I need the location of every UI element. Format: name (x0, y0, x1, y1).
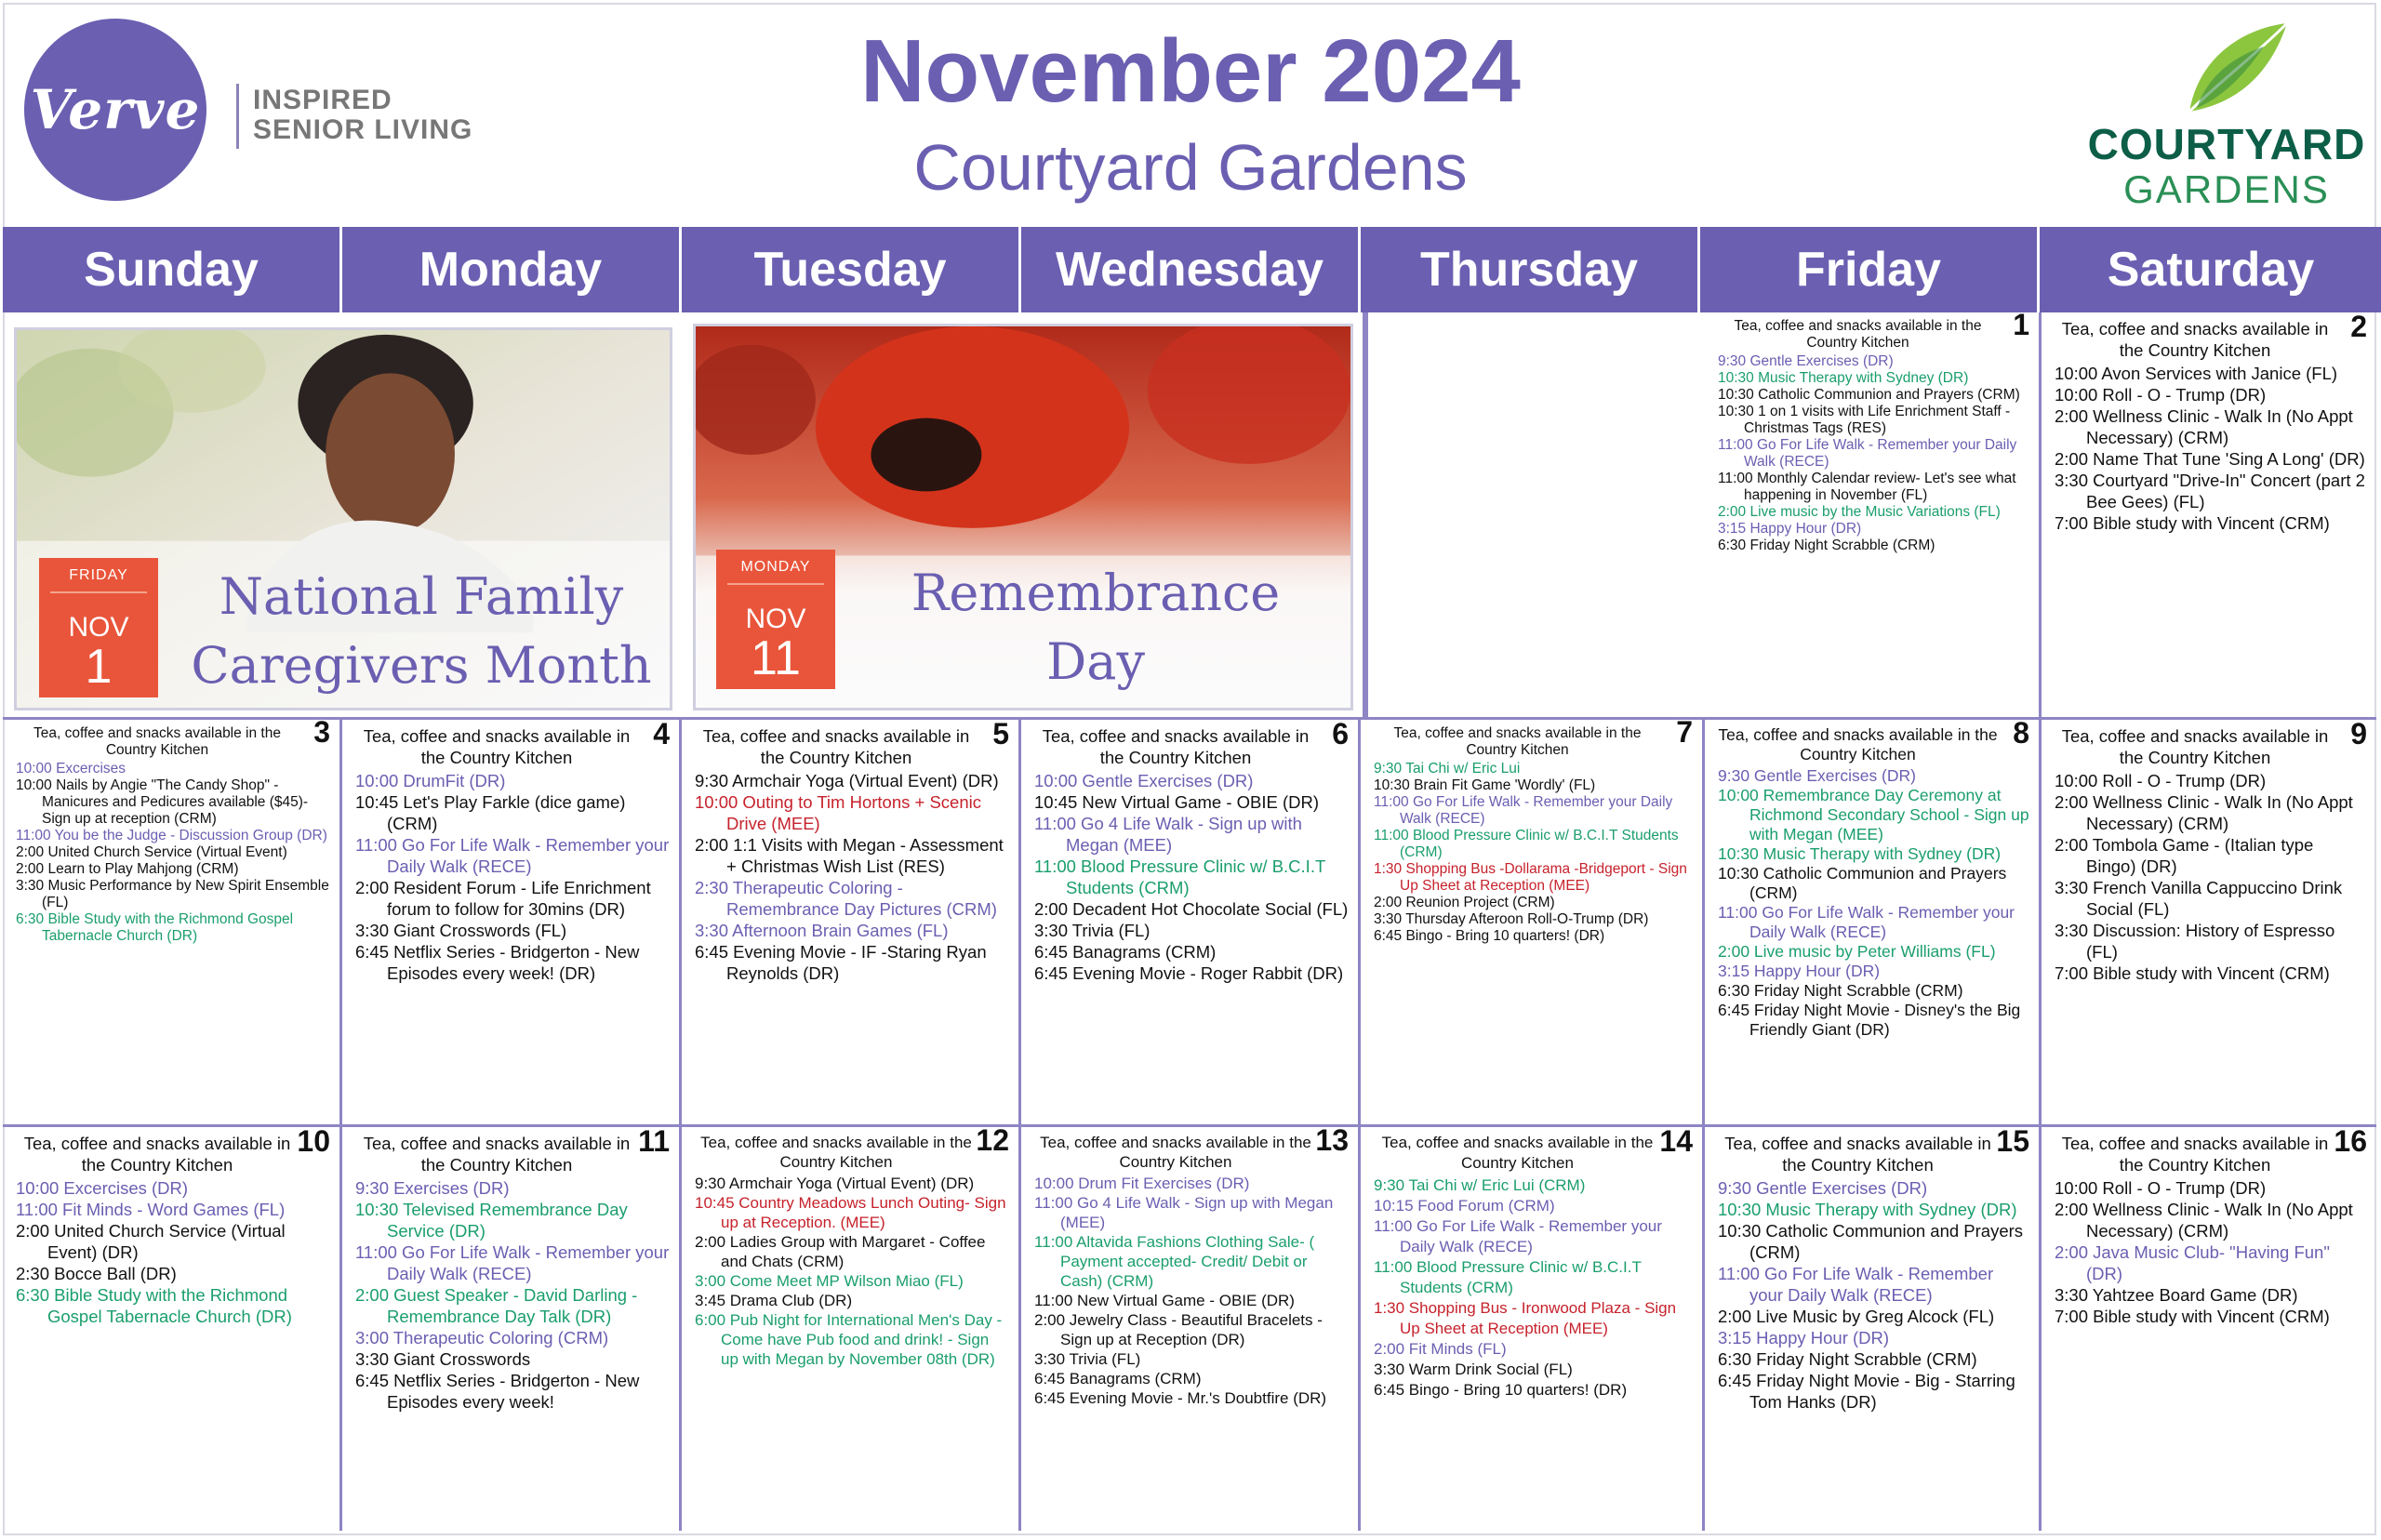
tea-note: Tea, coffee and snacks available in the Country Kitchen (363, 1134, 631, 1175)
event: 2:00 Wellness Clinic - Walk In (No Appt Necessary) (CRM) (2055, 406, 2353, 447)
day-cell-14[interactable] (1361, 1127, 1705, 1531)
event: 10:00 Avon Services with Janice (FL) (2055, 364, 2338, 383)
event-list (695, 1174, 1009, 1369)
event: 2:00 Live Music by Greg Alcock (FL) (1718, 1307, 1995, 1326)
event: 6:45 Evening Movie - Mr.'s Doubtfire (DR) (1034, 1389, 1327, 1407)
event: 2:00 Resident Forum - Life Enrichment forum to follow for 30mins (DR) (355, 878, 651, 919)
event: 2:30 Therapeutic Coloring - Remembrance Day Pictures (CRM) (695, 878, 997, 919)
promo-day: 1 (85, 640, 113, 694)
event: 2:00 Tombola Game - (Italian type Bingo) (DR) (2055, 835, 2314, 876)
event: 11:00 Blood Pressure Clinic w/ B.C.I.T Students (CRM) (1374, 1258, 1642, 1296)
event: 10:45 New Virtual Game - OBIE (DR) (1034, 792, 1320, 812)
tea-note: Tea, coffee and snacks available in the Country Kitchen (2061, 726, 2329, 767)
event: 3:15 Happy Hour (DR) (1718, 962, 1881, 980)
event: 2:00 Fit Minds (FL) (1374, 1340, 1507, 1358)
event: 10:30 Brain Fit Game 'Wordly' (FL) (1374, 777, 1596, 793)
event: 3:15 Happy Hour (DR) (1718, 1328, 1890, 1348)
event: 6:45 Bingo - Bring 10 quarters! (DR) (1374, 928, 1605, 944)
event-list (1374, 1175, 1693, 1401)
event: 2:00 United Church Service (Virtual Event) (16, 844, 287, 860)
day-number: 5 (992, 720, 1009, 750)
promo-dow: MONDAY (740, 559, 811, 575)
tea-note: Tea, coffee and snacks available in the Country Kitchen (1718, 725, 1998, 763)
tagline-line1: INSPIRED (253, 85, 392, 115)
tea-note: Tea, coffee and snacks available in the Country Kitchen (700, 1134, 972, 1171)
event: 3:30 Trivia (FL) (1034, 1350, 1141, 1368)
day-number: 9 (2350, 720, 2367, 750)
day-number: 7 (1676, 720, 1693, 749)
event: 11:00 Go 4 Life Walk - Sign up with Megan (MEE) (1034, 814, 1302, 855)
tea-note: Tea, coffee and snacks available in the Country Kitchen (2061, 1134, 2329, 1175)
event: 10:00 Gentle Exercises (DR) (1034, 771, 1254, 790)
event: 10:30 1 on 1 visits with Life Enrichment Staff - Christmas Tags (RES) (1718, 404, 2011, 436)
event: 6:45 Friday Night Movie - Disney's the Big Friendly Giant (DR) (1718, 1001, 2021, 1039)
event-list (355, 1177, 670, 1413)
event: 6:45 Netflix Series - Bridgerton - New Episodes every week! (355, 1371, 640, 1412)
event: 6:30 Friday Night Scrabble (CRM) (1718, 981, 1963, 1000)
page-subtitle: Courtyard Gardens (913, 131, 1468, 204)
event: 11:00 Go For Life Walk - Remember your Daily Walk (RECE) (1718, 437, 2017, 470)
day-cell-13[interactable] (1021, 1127, 1361, 1531)
event: 9:30 Tai Chi w/ Eric Lui (1374, 761, 1521, 777)
event: 6:30 Friday Night Scrabble (CRM) (1718, 1349, 1977, 1369)
day-number: 1 (2013, 312, 2029, 341)
day-cell-7[interactable] (1361, 720, 1705, 1127)
tagline-line2: SENIOR LIVING (253, 114, 473, 145)
event: 3:30 Giant Crosswords (355, 1349, 531, 1369)
event: 6:45 Banagrams (CRM) (1034, 942, 1217, 962)
day-number: 3 (313, 720, 330, 749)
event: 10:45 Let's Play Farkle (dice game) (CRM) (355, 792, 626, 833)
event: 3:30 French Vanilla Cappuccino Drink Social (FL) (2055, 878, 2343, 919)
weekday-wednesday: Wednesday (1021, 227, 1358, 312)
day-number: 11 (638, 1127, 670, 1158)
weekday-thursday: Thursday (1361, 227, 1697, 312)
event: 3:45 Drama Club (DR) (695, 1292, 853, 1309)
day-cell-11[interactable] (342, 1127, 682, 1531)
promo-text (175, 563, 668, 700)
event: 11:00 Blood Pressure Clinic w/ B.C.I.T Students (CRM) (1374, 828, 1679, 860)
day-number: 14 (1659, 1127, 1693, 1158)
promo-date-badge (39, 558, 158, 697)
calendar-grid (3, 312, 2376, 1531)
day-cell-10[interactable] (3, 1127, 342, 1531)
day-number: 4 (653, 720, 670, 750)
event: 11:00 Go For Life Walk - Remember your Daily Walk (RECE) (1718, 1264, 1994, 1305)
event: 6:45 Evening Movie - Roger Rabbit (DR) (1034, 963, 1344, 983)
event: 10:45 Country Meadows Lunch Outing- Sign up at Reception. (MEE) (695, 1194, 1006, 1231)
event: 2:00 Name That Tune 'Sing A Long' (DR) (2055, 449, 2365, 469)
weekday-header (3, 227, 2376, 312)
event: 10:00 Roll - O - Trump (DR) (2055, 771, 2267, 790)
event: 3:00 Therapeutic Coloring (CRM) (355, 1328, 609, 1348)
day-cell-8[interactable] (1705, 720, 2042, 1127)
event: 11:00 Go For Life Walk - Remember your Daily Walk (RECE) (1374, 794, 1673, 827)
event: 6:45 Banagrams (CRM) (1034, 1370, 1202, 1387)
tea-note: Tea, coffee and snacks available in the Country Kitchen (1040, 1134, 1311, 1171)
event: 3:30 Warm Drink Social (FL) (1374, 1361, 1573, 1378)
event: 11:00 Go 4 Life Walk - Sign up with Megan (MEE) (1034, 1194, 1334, 1231)
day-cell-1[interactable] (1705, 312, 2042, 720)
event-list (1034, 1174, 1349, 1408)
day-cell-12[interactable] (682, 1127, 1021, 1531)
event: 9:30 Gentle Exercises (DR) (1718, 1178, 1928, 1198)
promo-date-badge (716, 550, 835, 689)
tea-note: Tea, coffee and snacks available in the Country Kitchen (23, 1134, 291, 1175)
event: 6:30 Bible Study with the Richmond Gospel Tabernacle Church (DR) (16, 1285, 292, 1326)
day-cell (1365, 312, 1705, 720)
event: 2:00 Jewelry Class - Beautiful Bracelets - Sign up at Reception (DR) (1034, 1311, 1323, 1348)
event: 11:00 Fit Minds - Word Games (FL) (16, 1200, 286, 1219)
weekday-monday: Monday (342, 227, 679, 312)
event: 2:00 Wellness Clinic - Walk In (No Appt Necessary) (CRM) (2055, 1200, 2353, 1241)
event: 2:00 Java Music Club- "Having Fun" (DR) (2055, 1242, 2330, 1283)
event: 3:30 Courtyard "Drive-In" Concert (part 2 Bee Gees) (FL) (2055, 471, 2365, 511)
event: 9:30 Gentle Exercises (DR) (1718, 766, 1916, 785)
promo-day: 11 (751, 631, 801, 685)
event: 2:00 Live music by Peter Williams (FL) (1718, 942, 1996, 961)
promo-line1: Remembrance (911, 564, 1281, 622)
event-list (2055, 1177, 2367, 1327)
event: 9:30 Armchair Yoga (Virtual Event) (DR) (695, 1175, 975, 1192)
cg-logo-top: COURTYARD (2087, 120, 2366, 168)
event: 11:00 New Virtual Game - OBIE (DR) (1034, 1292, 1295, 1309)
event: 10:30 Catholic Communion and Prayers (CRM) (1718, 1221, 2024, 1262)
event: 7:00 Bible study with Vincent (CRM) (2055, 513, 2330, 533)
day-number: 8 (2013, 720, 2029, 750)
tea-note: Tea, coffee and snacks available in the Country Kitchen (1042, 726, 1310, 767)
event: 10:00 Roll - O - Trump (DR) (2055, 385, 2267, 405)
event: 6:45 Friday Night Movie - Big - Starring Tom Hanks (DR) (1718, 1371, 2015, 1412)
event: 1:30 Shopping Bus -Dollarama -Bridgeport - Sign Up Sheet at Reception (MEE) (1374, 861, 1687, 894)
event: 10:30 Televised Remembrance Day Service (DR) (355, 1200, 628, 1241)
event-list (2055, 770, 2367, 984)
event: 6:30 Friday Night Scrabble (CRM) (1718, 538, 1935, 553)
promo-line2: Day (1046, 632, 1145, 691)
promo-line2: Caregivers Month (191, 636, 652, 695)
event: 2:00 United Church Service (Virtual Event) (DR) (16, 1221, 286, 1262)
tea-note: Tea, coffee and snacks available in the Country Kitchen (1381, 1134, 1654, 1172)
event-list (695, 770, 1009, 984)
event: 10:00 Excercises (16, 761, 126, 777)
tea-note: Tea, coffee and snacks available in the Country Kitchen (1724, 1134, 1991, 1175)
event: 11:00 Go For Life Walk - Remember your Daily Walk (RECE) (355, 835, 670, 876)
event: 3:30 Thursday Afteroon Roll-O-Trump (DR) (1374, 911, 1649, 927)
day-number: 2 (2350, 312, 2367, 343)
event: 10:00 Outing to Tim Hortons + Scenic Drive (MEE) (695, 792, 981, 833)
event: 3:30 Trivia (FL) (1034, 921, 1151, 940)
event: 11:00 Altavida Fashions Clothing Sale- ( Payment accepted- Credit/ Debit or Cash) (CRM) (1034, 1233, 1315, 1290)
event: 10:30 Music Therapy with Sydney (DR) (1718, 370, 1969, 386)
event: 9:30 Gentle Exercises (DR) (1718, 353, 1894, 369)
day-cell-15[interactable] (1705, 1127, 2042, 1531)
event: 10:00 Remembrance Day Ceremony at Richmond Secondary School - Sign up with Megan (MEE) (1718, 786, 2029, 843)
event-list (355, 770, 670, 984)
event: 11:00 Monthly Calendar review- Let's see what happening in November (FL) (1718, 471, 2016, 503)
event: 3:30 Afternoon Brain Games (FL) (695, 921, 949, 940)
promo-remembrance-day (693, 324, 1353, 710)
promo-line1: National Family (219, 567, 624, 626)
event: 7:00 Bible study with Vincent (CRM) (2055, 1307, 2330, 1326)
event: 3:30 Giant Crosswords (FL) (355, 921, 567, 940)
day-number: 16 (2334, 1127, 2367, 1158)
tea-note: Tea, coffee and snacks available in the Country Kitchen (33, 725, 281, 758)
event-list (1034, 770, 1349, 984)
event: 3:00 Come Meet MP Wilson Miao (FL) (695, 1272, 964, 1290)
event: 2:00 Wellness Clinic - Walk In (No Appt Necessary) (CRM) (2055, 792, 2353, 833)
promo-text (854, 559, 1337, 697)
event: 2:00 Reunion Project (CRM) (1374, 895, 1555, 910)
event: 10:00 Roll - O - Trump (DR) (2055, 1178, 2267, 1198)
event: 1:30 Shopping Bus - Ironwood Plaza - Sign Up Sheet at Reception (MEE) (1374, 1299, 1677, 1337)
event: 6:00 Pub Night for International Men's Day - Come have Pub food and drink! - Sign up with Megan by November 08th (DR) (695, 1311, 1003, 1368)
event: 2:00 Decadent Hot Chocolate Social (FL) (1034, 899, 1349, 919)
verve-logo-text: Verve (30, 78, 201, 141)
day-number: 13 (1315, 1127, 1349, 1157)
day-cell-3[interactable] (3, 720, 342, 1127)
event: 2:00 Learn to Play Mahjong (CRM) (16, 861, 239, 877)
event: 3:30 Discussion: History of Espresso (FL) (2055, 921, 2335, 962)
tea-note: Tea, coffee and snacks available in the Country Kitchen (1393, 725, 1642, 758)
event: 10:30 Music Therapy with Sydney (DR) (1718, 844, 2002, 863)
event-list (16, 761, 330, 945)
event: 11:00 You be the Judge - Discussion Group (DR) (16, 828, 327, 843)
event: 10:00 DrumFit (DR) (355, 771, 506, 790)
event: 2:30 Bocce Ball (DR) (16, 1264, 177, 1283)
day-number: 12 (976, 1127, 1009, 1157)
promo-month: NOV (50, 591, 147, 644)
event: 10:30 Catholic Communion and Prayers (CRM) (1718, 864, 2007, 902)
weekday-saturday: Saturday (2040, 227, 2381, 312)
tea-note: Tea, coffee and snacks available in the Country Kitchen (363, 726, 631, 767)
weekday-friday: Friday (1700, 227, 2037, 312)
event: 2:00 Live music by the Music Variations (FL) (1718, 504, 2001, 520)
tea-note: Tea, coffee and snacks available in the Country Kitchen (2061, 319, 2329, 360)
event: 2:00 1:1 Visits with Megan - Assessment + Christmas Wish List (RES) (695, 835, 1004, 876)
day-cell-5[interactable] (682, 720, 1021, 1127)
event: 6:45 Bingo - Bring 10 quarters! (DR) (1374, 1381, 1628, 1399)
day-cell-6[interactable] (1021, 720, 1361, 1127)
tea-note: Tea, coffee and snacks available in the Country Kitchen (702, 726, 970, 767)
event: 6:30 Bible Study with the Richmond Gospel Tabernacle Church (DR) (16, 911, 294, 944)
promo-dow: FRIDAY (69, 567, 128, 583)
day-cell-9[interactable] (2042, 720, 2376, 1127)
event: 3:30 Music Performance by New Spirit Ensemble (FL) (16, 878, 329, 910)
courtyard-gardens-logo (2087, 19, 2366, 214)
event-list (1718, 766, 2029, 1040)
event-list (1718, 353, 2029, 554)
event: 10:00 Excercises (DR) (16, 1178, 189, 1198)
event: 9:30 Exercises (DR) (355, 1178, 510, 1198)
event-list (1374, 761, 1693, 945)
event: 11:00 Blood Pressure Clinic w/ B.C.I.T Students (CRM) (1034, 856, 1325, 897)
event: 2:00 Ladies Group with Margaret - Coffee and Chats (CRM) (695, 1233, 986, 1270)
day-number: 6 (1332, 720, 1349, 750)
weekday-sunday: Sunday (3, 227, 339, 312)
event: 3:30 Yahtzee Board Game (DR) (2055, 1285, 2298, 1305)
promo-family-caregivers (14, 327, 672, 710)
weekday-tuesday: Tuesday (682, 227, 1018, 312)
day-cell-16[interactable] (2042, 1127, 2376, 1531)
promo-month: NOV (727, 583, 824, 635)
event: 11:00 Go For Life Walk - Remember your Daily Walk (RECE) (355, 1242, 670, 1283)
event-list (1718, 1177, 2029, 1413)
event: 10:00 Nails by Angie "The Candy Shop" - Manicures and Pedicures available ($45)- Sign up at reception (CRM) (16, 777, 309, 827)
page-title: November 2024 (860, 21, 1521, 121)
event: 9:30 Tai Chi w/ Eric Lui (CRM) (1374, 1176, 1586, 1194)
day-cell-2[interactable] (2042, 312, 2376, 720)
event: 10:30 Catholic Communion and Prayers (CRM) (1718, 387, 2020, 403)
day-number: 15 (1996, 1127, 2029, 1158)
event: 10:00 Drum Fit Exercises (DR) (1034, 1175, 1250, 1192)
event: 11:00 Go For Life Walk - Remember your Daily Walk (RECE) (1718, 903, 2015, 941)
event: 11:00 Go For Life Walk - Remember your Daily Walk (RECE) (1374, 1217, 1662, 1255)
event: 10:15 Food Forum (CRM) (1374, 1197, 1555, 1215)
day-cell-4[interactable] (342, 720, 682, 1127)
event: 6:45 Evening Movie - IF -Staring Ryan Reynolds (DR) (695, 942, 987, 983)
event: 3:15 Happy Hour (DR) (1718, 521, 1862, 537)
tea-note: Tea, coffee and snacks available in the Country Kitchen (1734, 318, 1982, 351)
event: 10:30 Music Therapy with Sydney (DR) (1718, 1200, 2017, 1219)
day-number: 10 (297, 1127, 330, 1158)
header (0, 0, 2381, 223)
event: 9:30 Armchair Yoga (Virtual Event) (DR) (695, 771, 999, 790)
event: 7:00 Bible study with Vincent (CRM) (2055, 963, 2330, 983)
leaf-icon (2180, 19, 2292, 121)
event-list (16, 1177, 330, 1327)
event: 6:45 Netflix Series - Bridgerton - New Episodes every week! (DR) (355, 942, 640, 983)
event: 2:00 Guest Speaker - David Darling - Remembrance Day Talk (DR) (355, 1285, 638, 1326)
event-list (2055, 363, 2367, 534)
cg-logo-bottom: GARDENS (2123, 167, 2330, 211)
